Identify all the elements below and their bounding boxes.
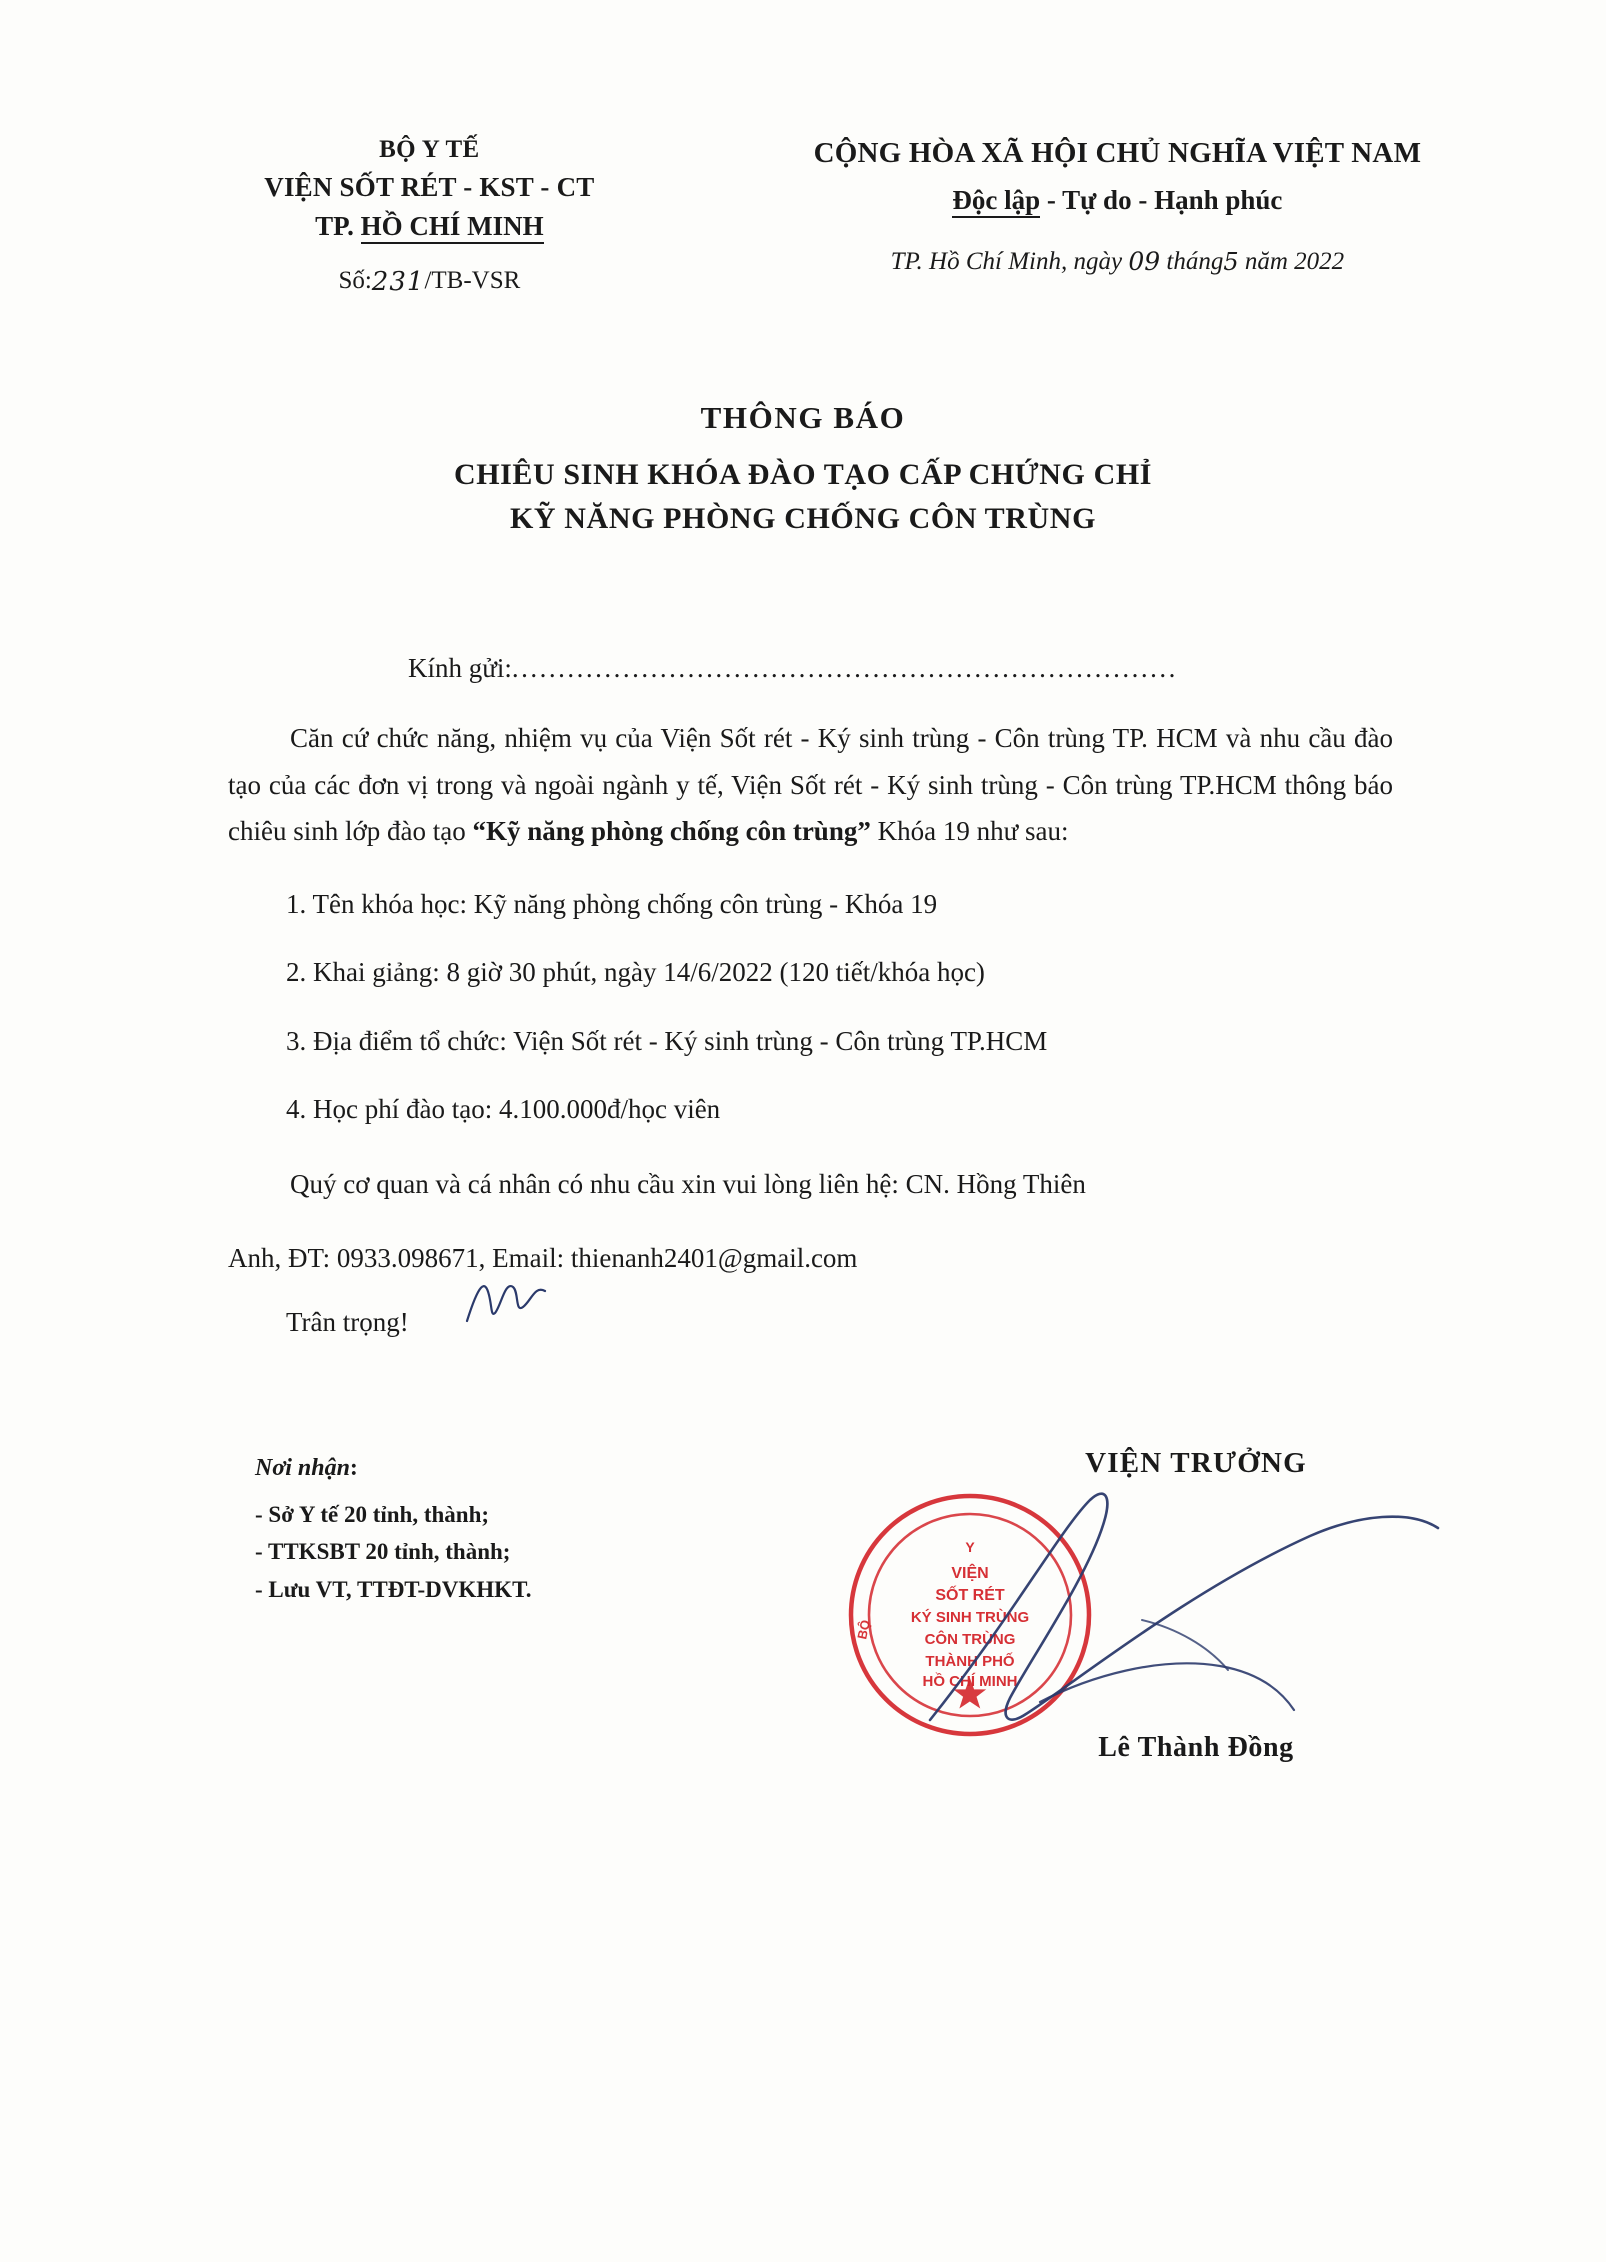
institute-city-underlined: HỒ CHÍ MINH — [361, 211, 544, 244]
document-type-title: THÔNG BÁO — [700, 400, 906, 435]
document-subtitle-line-1: CHIÊU SINH KHÓA ĐÀO TẠO CẤP CHỨNG CHỈ — [453, 458, 1153, 491]
document-number-handwritten: 231 — [371, 266, 425, 297]
document-number-label: Số: — [338, 266, 372, 294]
ministry-name: BỘ Y TẾ — [379, 136, 480, 163]
document-number-suffix: /TB-VSR — [424, 266, 521, 294]
list-item: - Sở Y tế 20 tỉnh, thành; — [255, 1502, 490, 1527]
recipients-block — [255, 1455, 775, 1608]
seal-line-4: CÔN TRÙNG — [924, 1631, 1016, 1648]
seal-line-0: Y — [965, 1539, 975, 1555]
seal-line-5: THÀNH PHỐ — [925, 1653, 1015, 1670]
institute-city — [315, 207, 544, 246]
issue-year: năm 2022 — [1244, 248, 1345, 275]
country-name: CỘNG HÒA XÃ HỘI CHỦ NGHĨA VIỆT NAM — [813, 137, 1422, 169]
intro-paragraph-part-2: Khóa 19 như sau: — [870, 816, 1069, 847]
issue-month-label: tháng — [1166, 248, 1224, 275]
motto — [739, 180, 1496, 221]
list-item: 4. Học phí đào tạo: 4.100.000đ/học viên — [286, 1094, 721, 1125]
document-body — [228, 645, 1393, 1346]
list-item: 2. Khai giảng: 8 giờ 30 phút, ngày 14/6/2022 (120 tiết/khóa học) — [286, 957, 985, 988]
recipients-title-colon: : — [349, 1455, 358, 1481]
intro-paragraph-part-1: Căn cứ chức năng, nhiệm vụ của Viện Sốt rét - Ký sinh trùng - Côn trùng TP. HCM và nhu cầu đào tạo của các đơn vị trong và ngoài ngành y tế, Viện Sốt rét - Ký sinh trùng - Côn trùng TP.HCM thông báo chiêu sinh lớp đào tạo — [228, 723, 1393, 847]
contact-paragraph-line-2: Anh, ĐT: 0933.098671, Email: thienanh2401@gmail.com — [228, 1242, 858, 1273]
handwritten-initial-icon — [461, 1273, 571, 1333]
institute-name: VIỆN SỐT RÉT - KST - CT — [264, 172, 595, 203]
issue-place-date — [739, 246, 1496, 276]
list-item: 1. Tên khóa học: Kỹ năng phòng chống côn trùng - Khóa 19 — [286, 888, 938, 919]
signer-role: VIỆN TRƯỞNG — [1085, 1447, 1307, 1479]
seal-outer-text: BỘ — [854, 1618, 873, 1641]
seal-icon — [845, 1490, 1095, 1740]
recipients-title-text: Nơi nhận — [255, 1455, 350, 1481]
seal-line-6: HỒ CHÍ MINH — [922, 1673, 1018, 1690]
contact-paragraph-line-1: Quý cơ quan và cá nhân có nhu cầu xin vui lòng liên hệ: CN. Hồng Thiên — [290, 1168, 1086, 1199]
seal-line-3: KÝ SINH TRÙNG — [910, 1609, 1030, 1626]
issue-month: 5 — [1223, 248, 1239, 276]
course-details-list — [228, 881, 1393, 1133]
closing-salutation — [286, 1299, 1393, 1345]
document-header — [0, 132, 1606, 295]
addressee-label: Kính gửi: — [408, 653, 512, 683]
signer-name: Lê Thành Đồng — [1098, 1732, 1294, 1763]
official-seal-stamp — [845, 1490, 1095, 1740]
list-item: - Lưu VT, TTĐT-DVKHKT. — [255, 1576, 532, 1602]
document-subtitle-line-2: KỸ NĂNG PHÒNG CHỐNG CÔN TRÙNG — [509, 502, 1097, 535]
seal-line-1: VIỆN — [951, 1565, 989, 1582]
intro-paragraph — [228, 715, 1393, 854]
list-item: - TTKSBT 20 tỉnh, thành; — [255, 1539, 511, 1565]
seal-line-2: SỐT RÉT — [935, 1587, 1005, 1604]
closing-salutation-text: Trân trọng! — [286, 1307, 409, 1338]
institute-city-prefix: TP. — [315, 211, 361, 242]
national-heading — [739, 132, 1606, 295]
list-item: 3. Địa điểm tổ chức: Viện Sốt rét - Ký sinh trùng - Côn trùng TP.HCM — [286, 1025, 1048, 1056]
motto-part-2: - Tự do - Hạnh phúc — [1040, 184, 1283, 215]
issue-place: TP. Hồ Chí Minh, ngày — [890, 248, 1123, 275]
document-number — [120, 265, 739, 295]
issue-day: 09 — [1128, 247, 1161, 276]
addressee-dotted-blank: ........................................................................ — [511, 653, 1178, 683]
document-title-block — [0, 400, 1606, 536]
addressee-line — [408, 645, 1393, 691]
recipients-title — [255, 1455, 775, 1482]
motto-part-1: Độc lập — [952, 185, 1040, 218]
issuing-organization — [0, 132, 739, 295]
course-name-bold: “Kỹ năng phòng chống côn trùng” — [472, 816, 871, 847]
